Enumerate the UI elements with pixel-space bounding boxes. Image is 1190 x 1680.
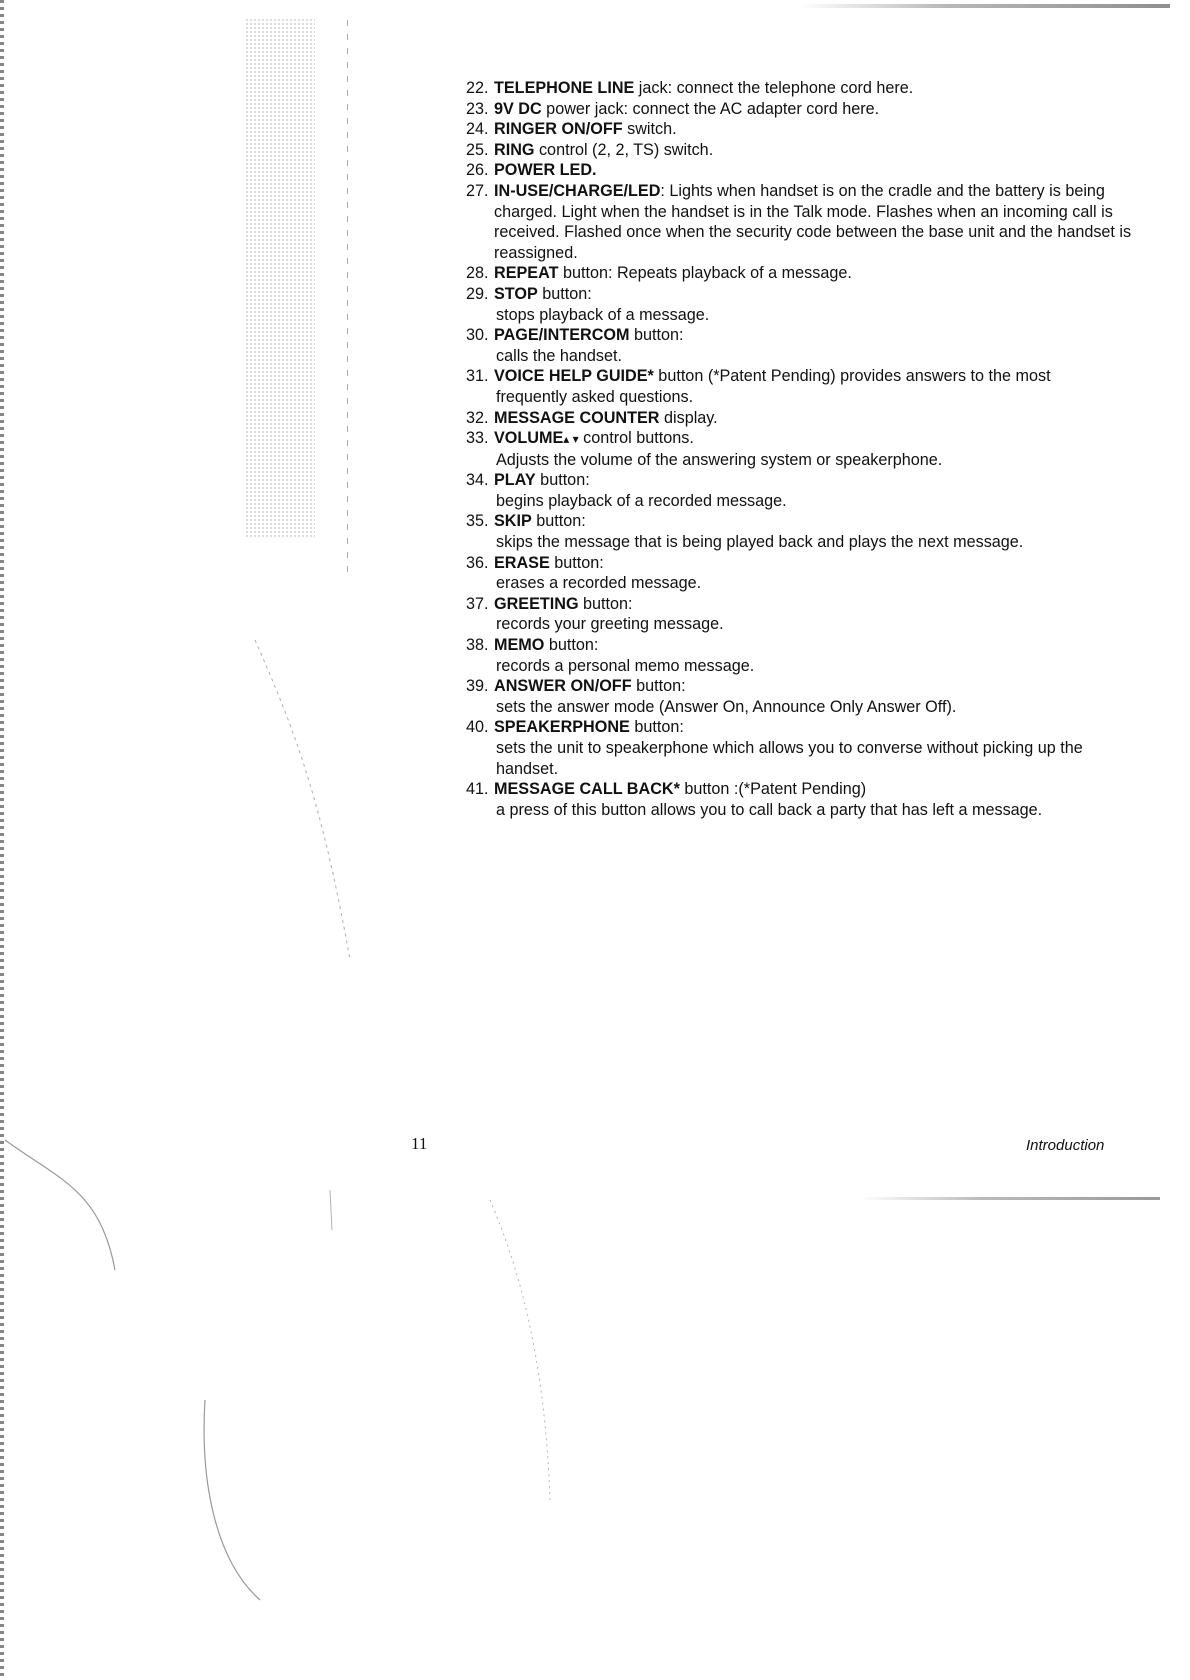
item-term: RING [494, 140, 535, 159]
item-term: POWER LED. [494, 161, 597, 180]
item-description: skips the message that is being played back and plays the next message. [496, 533, 1024, 552]
section-title: Introduction [1026, 1137, 1105, 1154]
scan-bottom-artifact [860, 1197, 1160, 1200]
list-item [466, 99, 1146, 120]
list-item [466, 284, 1146, 325]
item-text: : Lights when handset is on the cradle and the battery is being charged. Light when the handset is in the Talk mode. Flashes when an incoming call is received. Flashed once when the security code between the base unit and the handset is reassigned. [494, 181, 1132, 262]
item-term: REPEAT [494, 264, 559, 283]
volume-arrow-icons: ▴ ▾ [563, 432, 579, 447]
item-number: 32. [466, 408, 489, 427]
item-term: TELEPHONE LINE [494, 79, 635, 97]
item-number: 23. [466, 99, 489, 118]
item-number: 30. [466, 326, 489, 345]
item-description: erases a recorded message. [496, 574, 702, 593]
list-item [466, 119, 1146, 140]
list-item [466, 594, 1146, 635]
item-description: records a personal memo message. [496, 656, 755, 675]
item-text: button: [631, 677, 686, 696]
item-text: button: [629, 326, 684, 345]
list-item [466, 408, 1146, 429]
list-item [466, 181, 1146, 263]
list-item [466, 78, 1146, 99]
item-number: 31. [466, 367, 489, 386]
item-term: ANSWER ON/OFF [494, 677, 632, 696]
item-number: 40. [466, 718, 489, 737]
item-number: 36. [466, 553, 489, 572]
item-term: GREETING [494, 594, 579, 613]
list-item [466, 676, 1146, 717]
feature-list [466, 78, 1146, 820]
item-description: a press of this button allows you to call back a party that has left a message. [496, 800, 1043, 819]
scan-stipple-artifact [245, 18, 315, 538]
item-term: MESSAGE COUNTER [494, 408, 660, 427]
item-text: jack: connect the telephone cord here. [634, 79, 914, 97]
item-number: 27. [466, 181, 489, 200]
list-item [466, 263, 1146, 284]
item-term: SPEAKERPHONE [494, 718, 630, 737]
item-text: button: [535, 471, 590, 490]
item-text: button: [549, 553, 604, 572]
item-description: frequently asked questions. [496, 387, 694, 406]
list-item [466, 635, 1146, 676]
item-number: 39. [466, 677, 489, 696]
item-number: 34. [466, 471, 489, 490]
item-term: SKIP [494, 512, 532, 531]
list-item [466, 140, 1146, 161]
item-text: button: [544, 636, 599, 655]
item-number: 26. [466, 161, 489, 180]
item-text: button: [578, 594, 633, 613]
item-text: control buttons. [578, 429, 694, 448]
item-number: 38. [466, 636, 489, 655]
item-description: sets the unit to speakerphone which allows you to converse without picking up the handset. [496, 739, 1083, 778]
list-item [466, 428, 1146, 470]
list-item [466, 366, 1146, 407]
list-item [466, 160, 1146, 181]
item-description: calls the handset. [496, 346, 622, 365]
item-text: button: Repeats playback of a message. [558, 264, 852, 283]
item-description: sets the answer mode (Answer On, Announce Only Answer Off). [496, 697, 957, 716]
list-item [466, 779, 1146, 820]
item-number: 24. [466, 120, 489, 139]
item-text: button: [629, 718, 684, 737]
item-text: button: [537, 284, 592, 303]
item-number: 37. [466, 594, 489, 613]
item-text: switch. [622, 120, 677, 139]
item-term: STOP [494, 284, 538, 303]
item-term: IN-USE/CHARGE/LED [494, 181, 661, 200]
item-text: button (*Patent Pending) provides answers to the most [653, 367, 1051, 386]
item-term: MEMO [494, 636, 545, 655]
item-term: PAGE/INTERCOM [494, 326, 630, 345]
item-description: stops playback of a message. [496, 305, 710, 324]
item-text: control (2, 2, TS) switch. [534, 140, 714, 159]
item-text: power jack: connect the AC adapter cord here. [541, 99, 880, 118]
page-number: 11 [411, 1134, 428, 1153]
scan-top-artifact [800, 4, 1170, 8]
item-number: 35. [466, 512, 489, 531]
item-number: 28. [466, 264, 489, 283]
item-number: 22. [466, 79, 489, 97]
item-description: records your greeting message. [496, 615, 724, 634]
item-term: MESSAGE CALL BACK* [494, 780, 680, 799]
item-text: button: [531, 512, 586, 531]
item-description: Adjusts the volume of the answering system or speakerphone. [496, 450, 943, 469]
list-item [466, 325, 1146, 366]
item-number: 41. [466, 780, 489, 799]
item-term: ERASE [494, 553, 550, 572]
list-item [466, 470, 1146, 511]
item-term: 9V DC [494, 99, 542, 118]
list-item [466, 553, 1146, 594]
item-term: PLAY [494, 471, 536, 490]
list-item [466, 717, 1146, 779]
scan-edge-artifact [0, 0, 4, 1680]
item-number: 33. [466, 429, 489, 448]
item-number: 29. [466, 284, 489, 303]
item-description: begins playback of a recorded message. [496, 491, 787, 510]
list-item [466, 511, 1146, 552]
item-number: 25. [466, 140, 489, 159]
item-text: button :(*Patent Pending) [679, 780, 867, 799]
item-text: display. [659, 408, 718, 427]
item-term: VOICE HELP GUIDE* [494, 367, 654, 386]
item-term: RINGER ON/OFF [494, 120, 623, 139]
item-term: VOLUME [494, 429, 564, 448]
scan-vertical-artifact [347, 20, 348, 580]
